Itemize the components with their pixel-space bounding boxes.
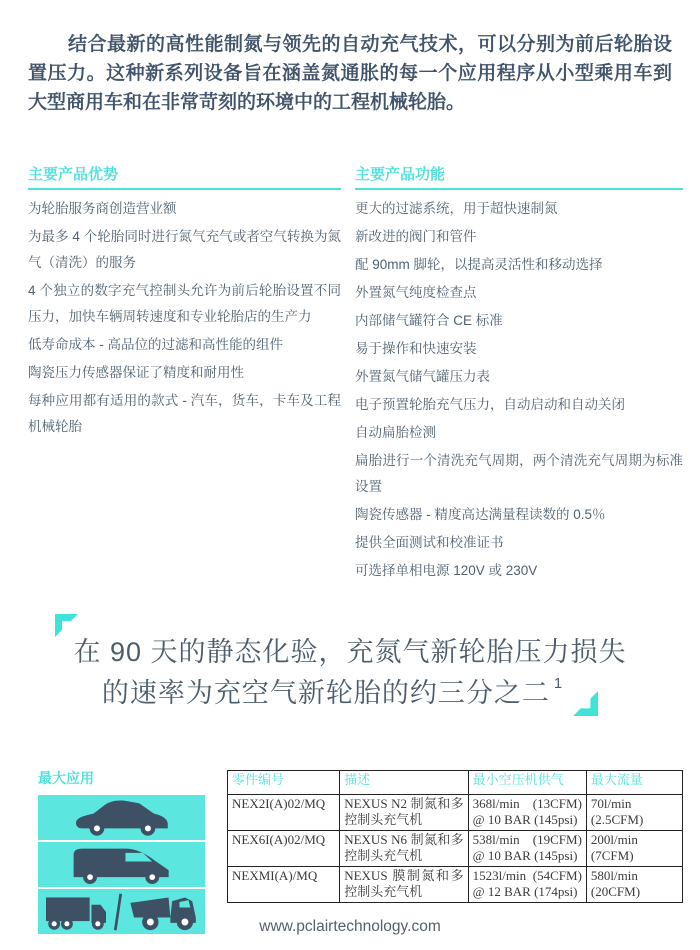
- feature-item: 自动扁胎检测: [355, 425, 436, 440]
- cell-max-flow: 200l/min (7CFM): [586, 831, 682, 867]
- header-description: 描述: [340, 771, 468, 795]
- advantages-title: 主要产品优势: [28, 163, 341, 190]
- advantage-item: 陶瓷压力传感器保证了精度和耐用性: [28, 365, 244, 380]
- max-applications-panel: [38, 768, 205, 936]
- quote-text: 在 90 天的静态化验，充氮气新轮胎压力损失的速率为充空气新轮胎的约三分之二: [73, 637, 627, 708]
- quote-block: [60, 618, 640, 716]
- header-part-number: 零件编号: [228, 771, 340, 795]
- features-list: [355, 196, 683, 584]
- cell-description: NEXUS N2 制氮和多控制头充气机: [340, 795, 468, 831]
- feature-item: 新改进的阀门和管件: [355, 229, 477, 244]
- advantage-item: 低寿命成本 - 高品位的过滤和高性能的组件: [28, 337, 283, 352]
- feature-item: 提供全面测试和校准证书: [355, 535, 504, 550]
- cell-min-supply: 538l/min (19CFM) @ 10 BAR (145psi): [468, 831, 586, 867]
- table-row: [228, 795, 683, 831]
- bottom-section: [38, 768, 683, 936]
- feature-item: 更大的过滤系统，用于超快速制氮: [355, 201, 558, 216]
- feature-item: 内部储气罐符合 CE 标准: [355, 313, 503, 328]
- header-min-compressor-supply: 最小空压机供气: [468, 771, 586, 795]
- feature-item: 外置氮气储气罐压力表: [355, 369, 490, 384]
- features-column: [355, 163, 683, 586]
- table-header-row: [228, 771, 683, 795]
- car-icon: [62, 799, 182, 837]
- cell-max-flow: 70l/min (2.5CFM): [586, 795, 682, 831]
- max-applications-title: 最大应用: [38, 770, 94, 786]
- car-application-strip: [38, 795, 205, 840]
- footer-url: www.pclairtechnology.com: [259, 918, 441, 935]
- advantage-item: 每种应用都有适用的款式 - 汽车，货车，卡车及工程机械轮胎: [28, 393, 341, 434]
- cell-part-number: NEX2I(A)02/MQ: [228, 795, 340, 831]
- feature-item: 可选择单相电源 120V 或 230V: [355, 563, 538, 578]
- advantage-item: 为最多 4 个轮胎同时进行氮气充气或者空气转换为氮气（清洗）的服务: [28, 229, 341, 270]
- cell-min-supply: 1523l/min (54CFM) @ 12 BAR (174psi): [468, 867, 586, 903]
- close-corner-bracket-icon: [572, 690, 598, 716]
- advantage-item: 为轮胎服务商创造营业额: [28, 201, 177, 216]
- cell-part-number: NEX6I(A)02/MQ: [228, 831, 340, 867]
- two-column-section: [28, 163, 683, 586]
- advantages-column: [28, 163, 341, 586]
- advantages-list: [28, 196, 341, 440]
- table-row: [228, 867, 683, 903]
- van-icon: [60, 846, 184, 884]
- cell-description: NEXUS 膜制氮和多控制头充气机: [340, 867, 468, 903]
- feature-item: 扁胎进行一个清洗充气周期，两个清洗充气周期为标准设置: [355, 453, 683, 494]
- feature-item: 外置氮气纯度检查点: [355, 285, 477, 300]
- cell-min-supply: 368l/min (13CFM) @ 10 BAR (145psi): [468, 795, 586, 831]
- cell-description: NEXUS N6 制氮和多控制头充气机: [340, 831, 468, 867]
- feature-item: 陶瓷传感器 - 精度高达满量程读数的 0.5％: [355, 507, 606, 522]
- cell-part-number: NEXMI(A)/MQ: [228, 867, 340, 903]
- header-max-flow: 最大流量: [586, 771, 682, 795]
- van-application-strip: [38, 842, 205, 887]
- features-title: 主要产品功能: [355, 163, 683, 190]
- specifications-table: [227, 770, 683, 903]
- feature-item: 配 90mm 脚轮，以提高灵活性和移动选择: [355, 257, 603, 272]
- intro-paragraph: 结合最新的高性能制氮与领先的自动充气技术，可以分别为前后轮胎设置压力。这种新系列设备旨在涵盖氮通胀的每一个应用程序从小型乘用车到大型商用车和在非常苛刻的环境中的工程机械轮胎。: [28, 34, 672, 113]
- feature-item: 电子预置轮胎充气压力，自动启动和自动关闭: [355, 397, 625, 412]
- quote-footnote-marker: 1: [553, 675, 563, 692]
- feature-item: 易于操作和快速安装: [355, 341, 477, 356]
- open-corner-bracket-icon: [55, 614, 79, 638]
- advantage-item: 4 个独立的数字充气控制头允许为前后轮胎设置不同压力，加快车辆周转速度和专业轮胎店的生产力: [28, 283, 341, 324]
- cell-max-flow: 580l/min (20CFM): [586, 867, 682, 903]
- table-row: [228, 831, 683, 867]
